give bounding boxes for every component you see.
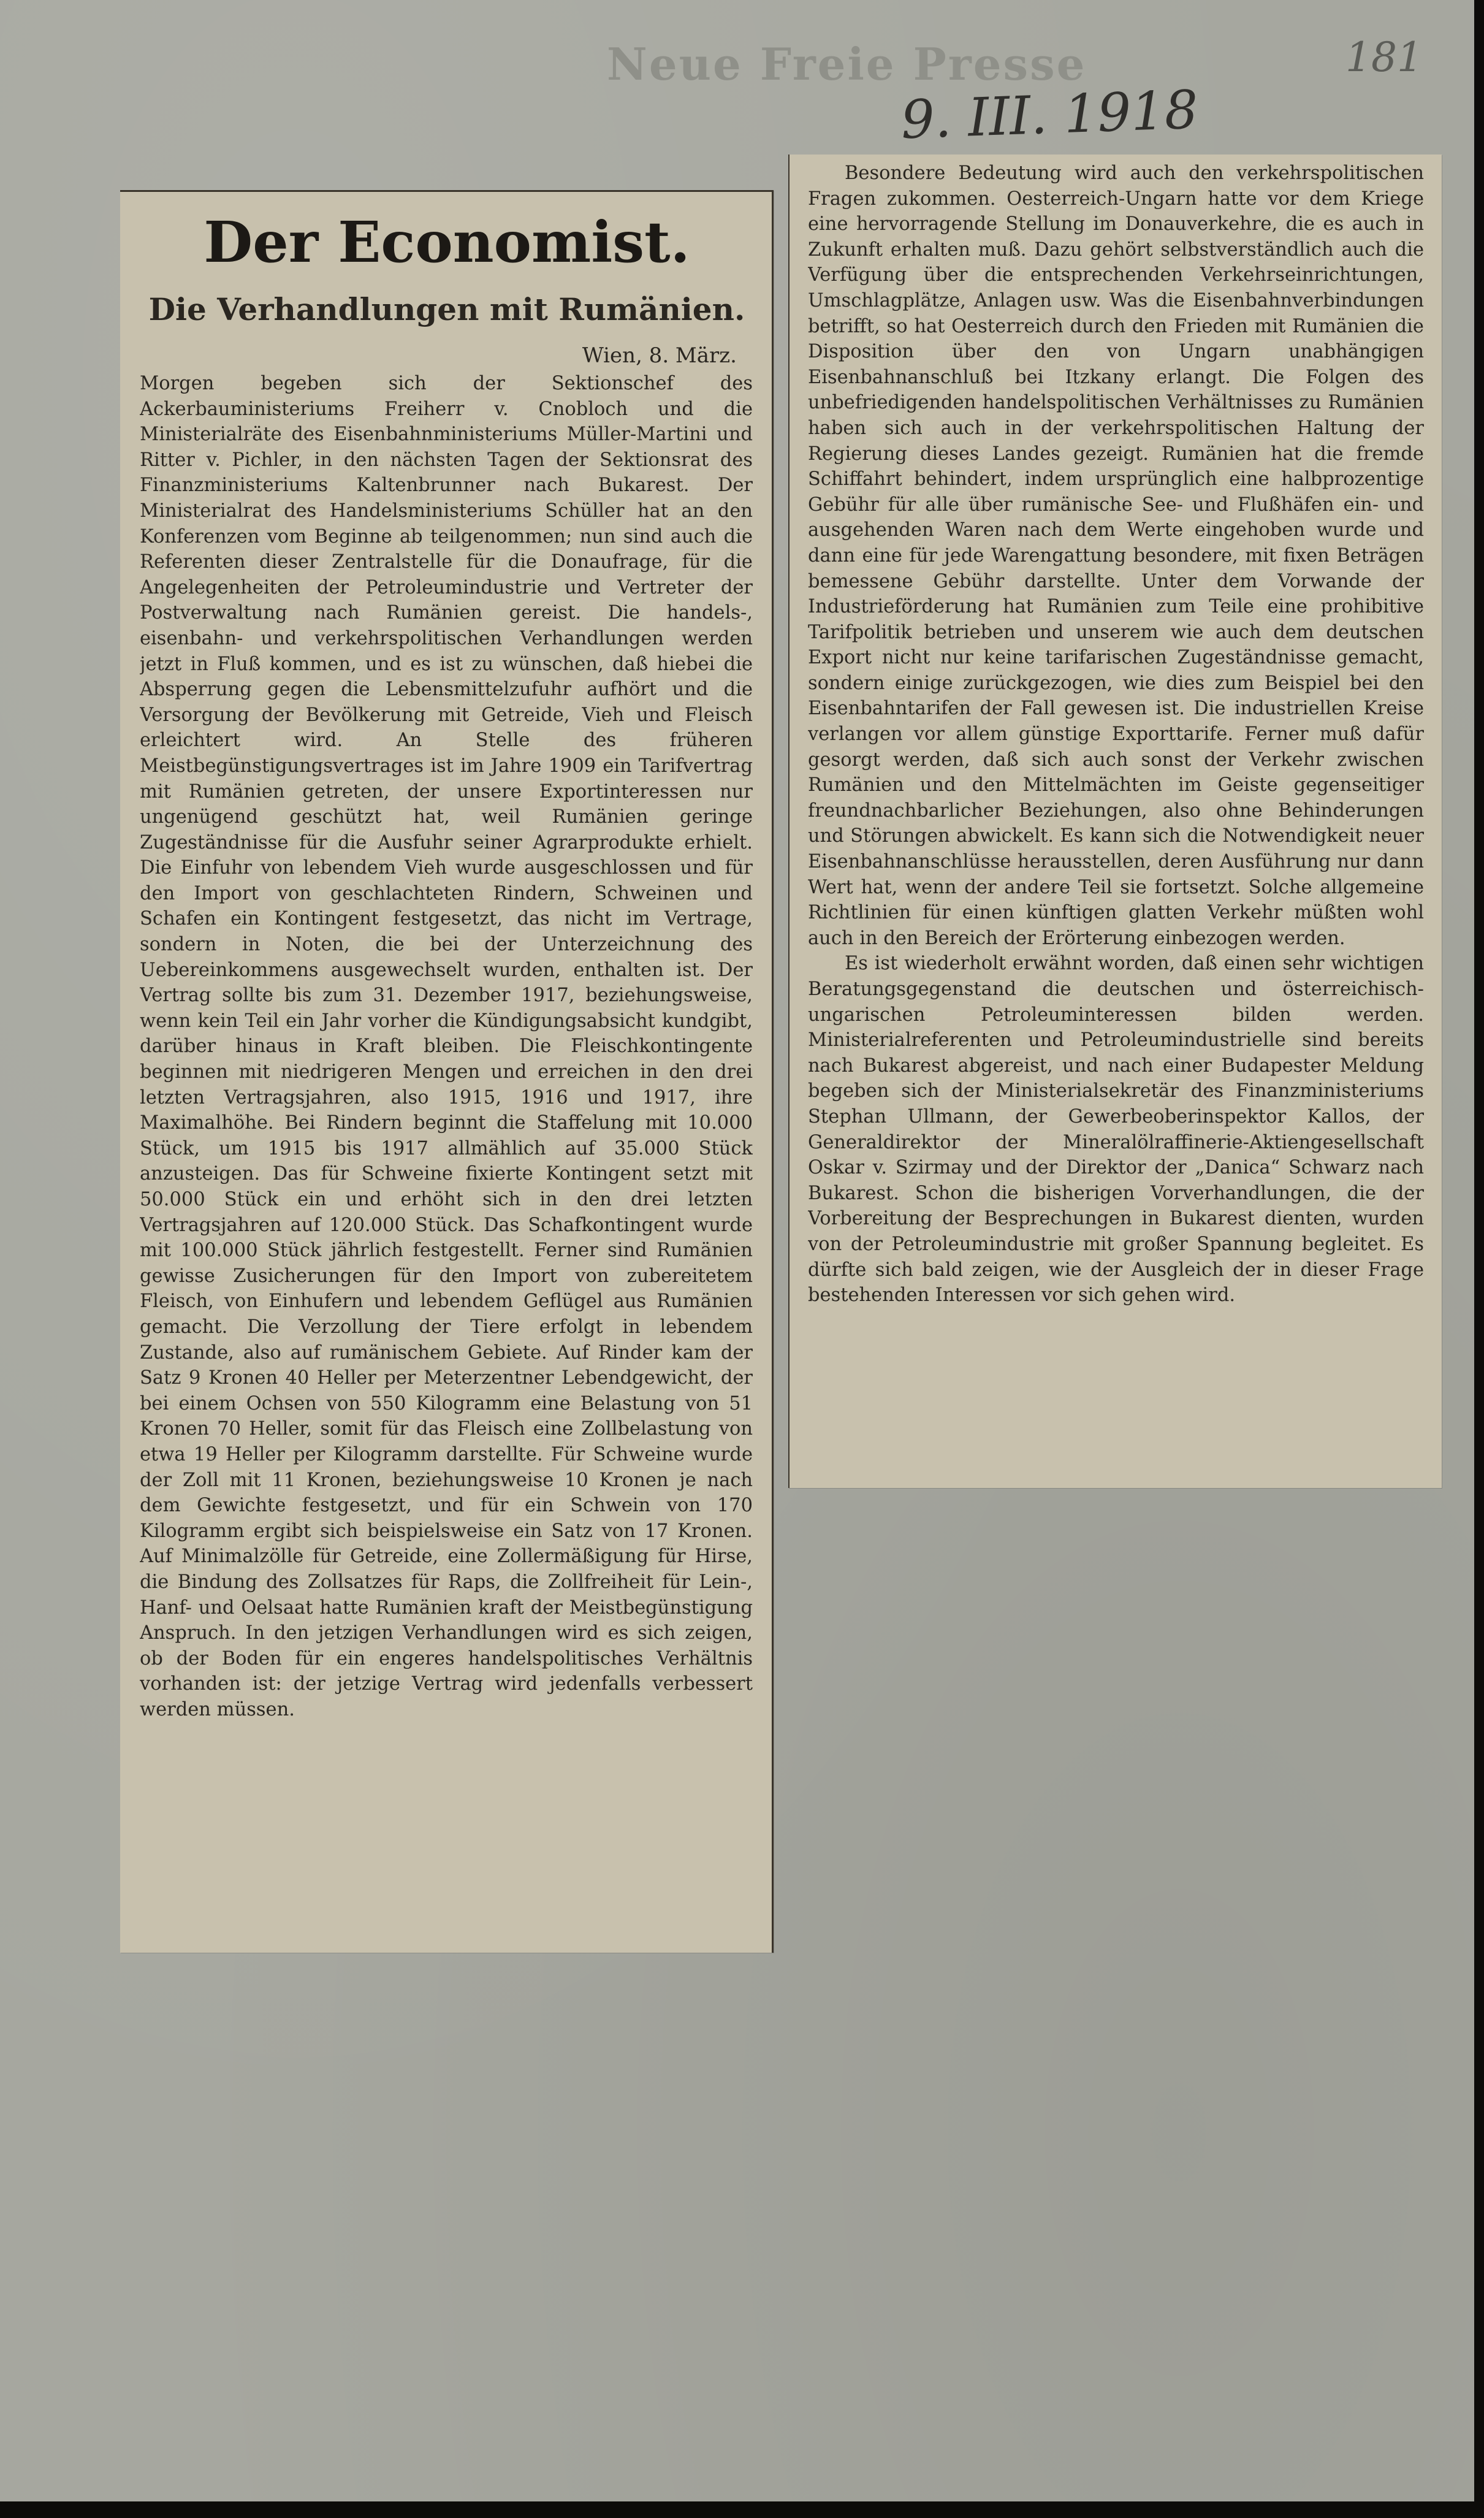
clipping-left-column xyxy=(120,190,774,1953)
article-dateline: Wien, 8. März. xyxy=(582,343,737,368)
clipping-right-column xyxy=(788,155,1442,1488)
section-masthead: Der Economist. xyxy=(204,209,690,275)
article-headline: Die Verhandlungen mit Rumänien. xyxy=(148,291,745,327)
scan-edge xyxy=(0,2501,1484,2518)
folio-number: 181 xyxy=(1345,34,1423,81)
article-body-left: Morgen begeben sich der Sektionschef des Ackerbauministeriums Freiherr v. Cnobloch und die Ministerialräte des Eisenbahnministeriums Müller-Martini und Ritter v. Pichler, in den nächsten Tagen der Sektionsrat des Finanzministeriums Kaltenbrunner nach Bukarest. Der Ministerialrat des Handelsministeriums Schüller hat an den Konferenzen vom Beginne ab teilgenommen; nun sind auch die Referenten dieser Zentralstelle für die Donaufrage, für die Angelegenheiten der Petroleumindustrie und Vertreter der Postverwaltung nach Rumänien gereist. Die handels-, eisenbahn- und verkehrspolitischen Verhandlungen werden jetzt in Fluß kommen, und es ist zu wünschen, daß hiebei die Absperrung gegen die Lebensmittelzufuhr aufhört und die Versorgung der Bevölkerung mit Getreide, Vieh und Fleisch erleichtert wird. An Stelle des früheren Meistbegünstigungsvertrages ist im Jahre 1909 ein Tarifvertrag mit Rumänien getreten, der unsere Exportinteressen nur ungenügend geschützt hat, weil Rumänien geringe Zugeständnisse für die Ausfuhr seiner Agrarprodukte erhielt. Die Einfuhr von lebendem Vieh wurde ausgeschlossen und für den Import von geschlachteten Rindern, Schweinen und Schafen ein Kontingent festgesetzt, das nicht im Vertrage, sondern in Noten, die bei der Unterzeichnung des Uebereinkommens ausgewechselt wurden, enthalten ist. Der Vertrag sollte bis zum 31. Dezember 1917, beziehungsweise, wenn kein Teil ein Jahr vorher die Kündigungsabsicht kundgibt, darüber hinaus in Kraft bleiben. Die Fleischkontingente beginnen mit niedrigeren Mengen und erreichen in den drei letzten Vertragsjahren, also 1915, 1916 und 1917, ihre Maximalhöhe. Bei Rindern beginnt die Staffelung mit 10.000 Stück, um 1915 bis 1917 allmählich auf 35.000 Stück anzusteigen. Das für Schweine fixierte Kontingent setzt mit 50.000 Stück ein und erhöht sich in den drei letzten Vertragsjahren auf 120.000 Stück. Das Schafkontingent wurde mit 100.000 Stück jährlich festgestellt. Ferner sind Rumänien gewisse Zusicherungen für den Import von zubereitetem Fleisch, von Einhufern und lebendem Geflügel aus Rumänien gemacht. Die Verzollung der Tiere erfolgt in lebendem Zustande, also auf rumänischem Gebiete. Auf Rinder kam der Satz 9 Kronen 40 Heller per Meterzentner Lebendgewicht, der bei einem Ochsen von 550 Kilogramm eine Belastung von 51 Kronen 70 Heller, somit für das Fleisch eine Zollbelastung von etwa 19 Heller per Kilogramm darstellte. Für Schweine wurde der Zoll mit 11 Kronen, beziehungsweise 10 Kronen je nach dem Gewichte festgesetzt, und für ein Schwein von 170 Kilogramm ergibt sich beispielsweise ein Satz von 17 Kronen. Auf Minimalzölle für Getreide, eine Zollermäßigung für Hirse, die Bindung des Zollsatzes für Raps, die Zollfreiheit für Lein-, Hanf- und Oelsaat hatte Rumänien kraft der Meistbegünstigung Anspruch. In den jetzigen Verhandlungen wird es sich zeigen, ob der Boden für ein engeres handelspolitisches Verhältnis vorhanden ist: der jetzige Vertrag wird jedenfalls verbessert werden müssen. xyxy=(140,373,753,1720)
handwritten-date: 9. III. 1918 xyxy=(900,79,1200,151)
column-rule-right xyxy=(788,155,790,1488)
column-rule-left xyxy=(772,190,774,1953)
article-paragraph-petroleum: Es ist wiederholt erwähnt worden, daß einen sehr wichtigen Beratungsgegenstand die deutschen und österreichisch-ungarischen Petroleuminteressen bilden werden. Ministerialreferenten und Petroleumindustrielle sind bereits nach Bukarest abgereist, und nach einer Budapester Meldung begeben sich der Ministerialsekretär des Finanzministeriums Stephan Ullmann, der Gewerbeoberinspektor Kallos, der Generaldirektor der Mineralölraffinerie-Aktiengesellschaft Oskar v. Szirmay und der Direktor der „Danica“ Schwarz nach Bukarest. Schon die bisherigen Vorverhandlungen, die der Vorbereitung der Besprechungen in Bukarest dienten, wurden von der Petroleumindustrie mit großer Spannung begleitet. Es dürfte sich bald zeigen, wie der Ausgleich der in dieser Frage bestehenden Interessen vor sich gehen wird. xyxy=(808,953,1424,1307)
article-body-right xyxy=(808,161,1424,1479)
newspaper-stamp: Neue Freie Presse xyxy=(607,38,1087,90)
article-paragraph-transport: Besondere Bedeutung wird auch den verkehrspolitischen Fragen zukommen. Oesterreich-Ungarn hatte vor dem Kriege eine hervorragende Stellung im Donauverkehre, die es auch in Zukunft erhalten muß. Dazu gehört selbstverständlich auch die Verfügung über die entsprechenden Verkehrseinrichtungen, Umschlagplätze, Anlagen usw. Was die Eisenbahnverbindungen betrifft, so hat Oesterreich durch den Frieden mit Rumänien die Disposition über den von Ungarn unabhängigen Eisenbahnanschluß bei Itzkany erlangt. Die Folgen des unbefriedigenden handelspolitischen Verhältnisses zu Rumänien haben sich auch in der verkehrspolitischen Haltung der Regierung dieses Landes gezeigt. Rumänien hat die fremde Schiffahrt behindert, indem ursprünglich eine halbprozentige Gebühr für alle über rumänische See- und Flußhäfen ein- und ausgehenden Waren nach dem Werte eingehoben wurde und dann eine für jede Warengattung besondere, mit fixen Beträgen bemessene Gebühr darstellte. Unter dem Vorwande der Industrieförderung hat Rumänien zum Teile eine prohibitive Tarifpolitik betrieben und unserem wie auch dem deutschen Export nicht nur keine tarifarischen Zugeständnisse gemacht, sondern einige zurückgezogen, wie dies zum Beispiel bei den Eisenbahntarifen der Fall gewesen ist. Die industriellen Kreise verlangen vor allem günstige Exporttarife. Ferner muß dafür gesorgt werden, daß sich auch sonst der Verkehr zwischen Rumänien und den Mittelmächten im Geiste gegenseitiger freundnachbarlicher Beziehungen, also ohne Behinderungen und Störungen abwickelt. Es kann sich die Notwendigkeit neuer Eisenbahnanschlüsse herausstellen, deren Ausführung nur dann Wert hat, wenn der andere Teil sie fortsetzt. Solche allgemeine Richtlinien für einen künftigen glatten Verkehr müßten wohl auch in den Bereich der Erörterung einbezogen werden. xyxy=(808,162,1424,949)
top-rule xyxy=(120,190,774,192)
